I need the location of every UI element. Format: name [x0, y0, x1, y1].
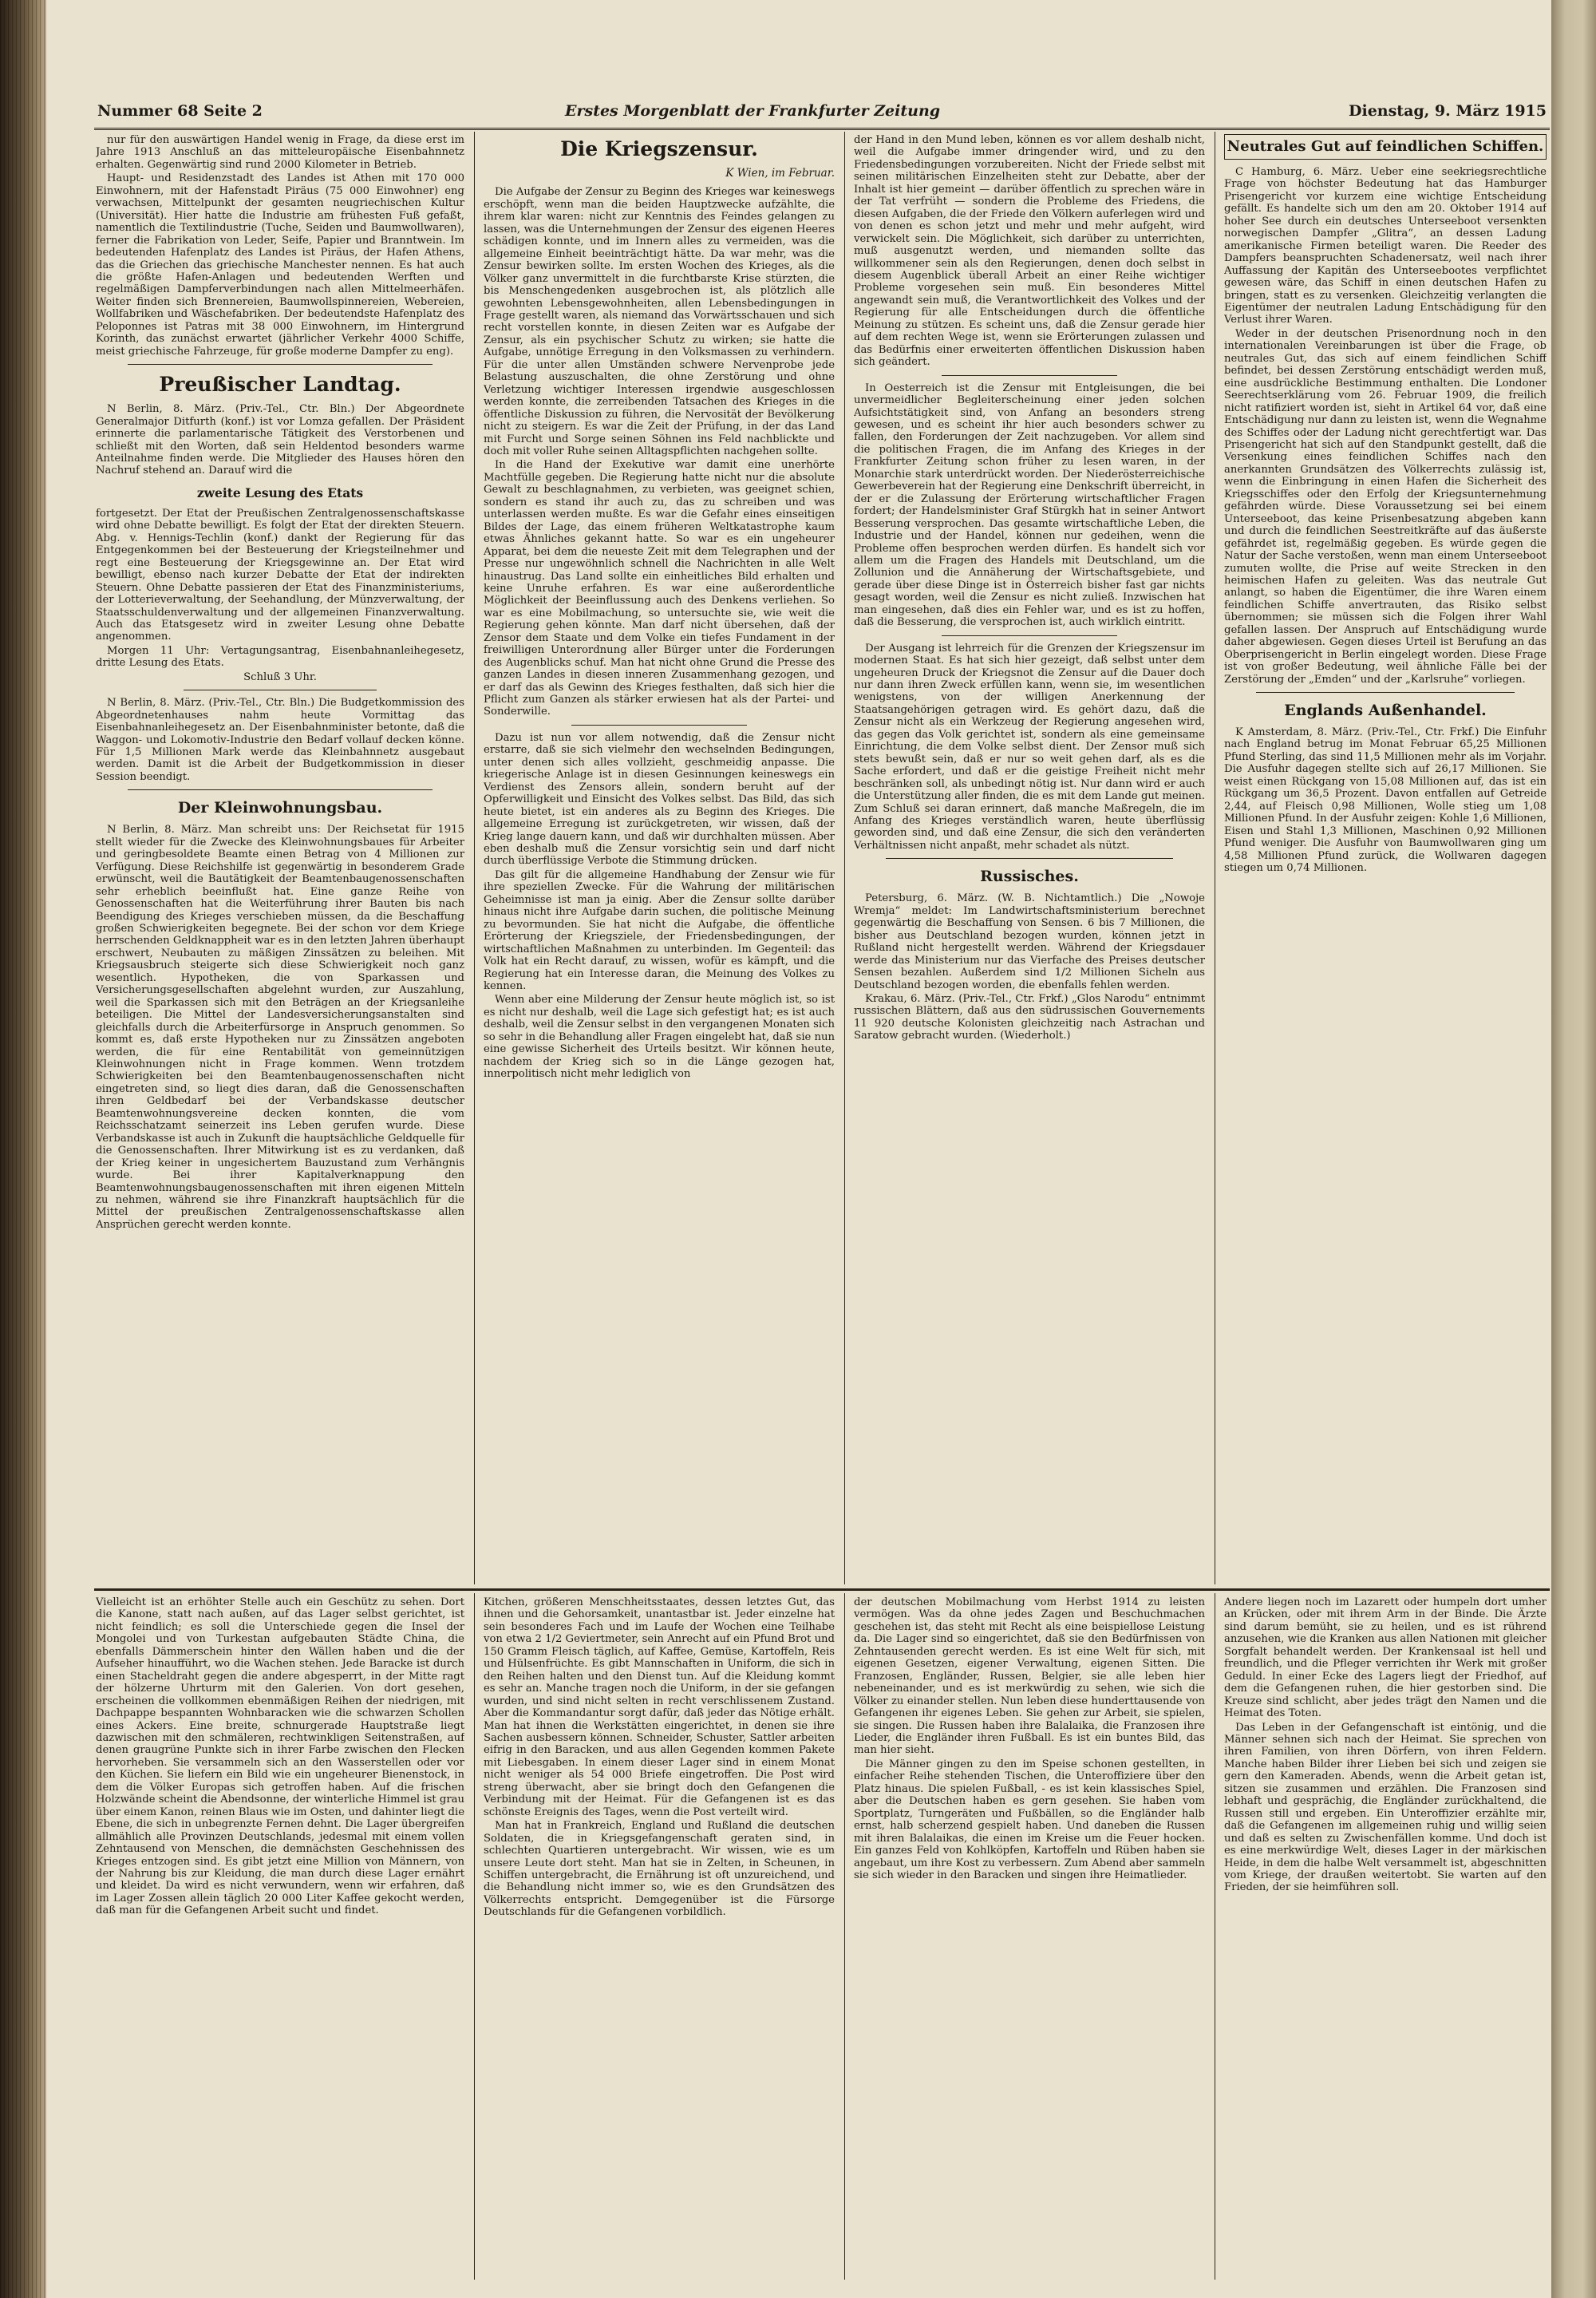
article-paragraph: Weder in der deutschen Prisenordnung noch in den internationalen Vereinbarungen ist über die Frage, ob neutrales Gut, das sich auf einem feindlichen Schiff befindet, bei dessen Zerstörung entschädigt werden muß, eine ausdrückliche Bestimmung enthalten. Die Londoner Seerechtserklärung vom 26. Februar 1909, die freilich nicht ratifiziert worden ist, sieht in Artikel 64 vor, daß eine Entschädigung nur dann zu leisten ist, wenn die Wegnahme des Schiffes oder der Ladung nicht gerechtfertigt war. Das Prisengericht hat sich auf den Standpunkt gestellt, daß die Versenkung eines feindlichen Schiffes nach den anerkannten Grundsätzen des Völkerrechts zulässig ist, wenn die Einbringung in einen Hafen die Sicherheit des Kriegsschiffes oder den Erfolg der Kriegsunternehmung gefährden würde. Diese Voraussetzung sei bei einem Unterseeboot, das keine Prisenbesatzung abgeben kann und durch die feindlichen Seestreitkräfte auf das äußerste gefährdet ist, regelmäßig gegeben. Es würde gegen die Natur der Sache verstoßen, wenn man einem Unterseeboot zumuten wollte, die Prise auf weite Strecken in den heimischen Hafen zu geleiten. Was das neutrale Gut anlangt, so haben die Eigentümer, die ihre Waren einem feindlichen Schiffe anvertrauten, das Risiko selbst übernommen; sie müssen sich die Folgen ihrer Wahl gefallen lassen. Der Anspruch auf Entschädigung wurde daher abgewiesen. Gegen dieses Urteil ist Berufung an das Oberprisengericht in Berlin eingelegt worden. Diese Frage ist von großer Bedeutung, weil ähnliche Fälle bei der Zerstörung der „Emden“ und der „Karlsruhe“ vorliegen. — [1224, 327, 1547, 686]
feuilleton-column-3 — [854, 1596, 1205, 2279]
feuilleton-column-1 — [96, 1596, 464, 2279]
article-paragraph: nur für den auswärtigen Handel wenig in Frage, da diese erst im Jahre 1913 Anschluß an das mitteleuropäische Eisenbahnnetz erhalten. Gegenwärtig sind rund 2000 Kilometer in Betrieb. — [96, 134, 464, 171]
column-3 — [854, 134, 1205, 1583]
feuilleton-paragraph: Kitchen, größeren Menschheitsstaates, dessen letztes Gut, das ihnen und die Gehorsamkeit, unantastbar ist. Jeder einzelne hat sein besonderes Fach und im Laufe der Wochen eine Teilhabe von etwa 2 1/2 Geviertmeter, sein Anrecht auf ein Pfund Brot und 150 Gramm Fleisch täglich, auf Kaffee, Gemüse, Kartoffeln, Reis und Hülsenfrüchte. Es gibt Mannschaften in Uniform, die sich in den Reihen halten und den Dienst tun. Auf die Kleidung kommt es sehr an. Manche tragen noch die Uniform, in der sie gefangen wurden, und sind nicht selten in recht verschlissenem Zustand. Aber die Kommandantur sorgt dafür, daß jeder das Nötige erhält. Man hat ihnen die Werkstätten eingerichtet, in denen sie ihre Sachen ausbessern können. Schneider, Schuster, Sattler arbeiten eifrig in den Baracken, und aus allen Gegenden kommen Pakete mit Liebesgaben. In einem dieser Lager sind in einem Monat nicht weniger als 54 000 Briefe eingetroffen. Die Post wird streng überwacht, aber sie bringt doch den Gefangenen die Verbindung mit der Heimat. Für die Gefangenen ist es das schönste Ereignis des Tages, wenn die Post verteilt wird. — [484, 1596, 835, 1818]
section-heading: Der Kleinwohnungsbau. — [177, 799, 383, 817]
feuilleton-paragraph: Andere liegen noch im Lazarett oder humpeln dort umher an Krücken, oder mit ihrem Arm in der Binde. Die Ärzte sind darum bemüht, sie zu heilen, und es ist rührend anzusehen, wie die Kranken aus allen Nationen mit gleicher Sorgfalt behandelt werden. Der Krankensaal ist hell und freundlich, und die Pfleger verrichten ihr Werk mit großer Geduld. In einer Ecke des Lagers liegt der Friedhof, auf dem die Gefangenen ruhen, die hier gestorben sind. Die Kreuze sind schlicht, aber jedes trägt den Namen und die Heimat des Toten. — [1224, 1596, 1547, 1720]
section-rule — [128, 789, 433, 790]
section-rule — [942, 635, 1117, 636]
column-2 — [484, 134, 835, 1583]
section-rule — [942, 375, 1117, 376]
column-rule — [844, 132, 845, 1584]
column-4 — [1224, 134, 1547, 1583]
feuilleton-paragraph: Die Männer gingen zu den im Speise schonen gestellten, in einfacher Reihe stehenden Tischen, die Unteroffiziere über den Platz hinaus. Die spielen Fußball, - es ist kein klassisches Spiel, aber die Deutschen haben es gern gesehen. Sie haben vom Sportplatz, Turngeräten und Fußbällen, so die Engländer halb ernst, halb scherzend gespielt haben. Und daneben die Russen mit ihren Balalaikas, die einen im Kreise um die Feuer hocken. Ein ganzes Feld von Kohlköpfen, Kartoffeln und Rüben haben sie angebaut, um ihre Kost zu verbessern. Zum Abend aber sammeln sie sich wieder in den Baracken und singen ihre Heimatlieder. — [854, 1758, 1205, 1881]
article-paragraph: Dazu ist nun vor allem notwendig, daß die Zensur nicht erstarre, daß sie sich vielmehr den wechselnden Bedingungen, unter denen sich alles vollzieht, geschmeidig anpasse. Die kriegerische Anlage ist in diesen Gesinnungen keineswegs ein Verdienst des Zensors allein, sondern beruht auf der Opferwilligkeit und Einsicht des Volkes selbst. Das Bild, das sich heute bietet, ist ein anderes als zu Beginn des Krieges. Die allgemeine Erregung ist zurückgetreten, wir wissen, daß der Krieg lange dauern kann, und daß wir durchhalten müssen. Aber eben deshalb muß die Zensur vorsichtig sein und darf nicht durch überflüssige Verbote die Stimmung drücken. — [484, 731, 835, 868]
column-1 — [96, 134, 464, 1583]
section-rule — [1256, 692, 1515, 693]
article-paragraph: Wenn aber eine Milderung der Zensur heute möglich ist, so ist es nicht nur deshalb, weil die Lage sich gefestigt hat; es ist auch deshalb, weil die Zensur selbst in den vergangenen Monaten sich so sehr in die Behandlung aller Fragen eingelebt hat, daß sie nun eine gewisse Sicherheit des Urteils besitzt. Wir können heute, nachdem der Krieg sich so in die Länge gezogen hat, innerpolitisch nicht mehr lediglich von — [484, 994, 835, 1081]
article-title: Die Kriegszensur. — [560, 137, 758, 160]
section-heading: Russisches. — [980, 868, 1079, 886]
book-binding — [0, 0, 46, 2298]
section-rule — [128, 364, 433, 365]
column-rule — [474, 132, 475, 1584]
article-paragraph: Die Aufgabe der Zensur zu Beginn des Krieges war keineswegs erschöpft, wenn man die beiden Hauptzwecke aufzählte, die ihrem klar waren: nicht zur Kenntnis des Feindes gelangen zu lassen, was die Unternehmungen der Zensur des eigenen Heeres schädigen konnte, und im Innern alles zu vermeiden, was die allgemeine Einheit beeinträchtigt hätte. Da war mehr, was die Zensur bewirken sollte. Im ersten Wochen des Krieges, als die Völker ganz unvermittelt in die furchtbarste Krise stürzten, die bis Menschengedenken ausgebrochen ist, als plötzlich alle gewohnten Lebensgewohnheiten, allen Lebensbedingungen in Frage gestellt waren, als niemand das Vorwärtsschauen und sich recht vorstellen konnte, in diesen Zeiten war es Aufgabe der Zensur, als ein psychischer Schutz zu wirken; sie hatte die Aufgabe, unnötige Erregung in den Volksmassen zu verhindern. Für die unter allen Umständen schwere Nervenprobe jede Belastung auszuschalten, die ohne Zerstörung und ohne Verletzung wichtiger Interessen irgendwie ausgeschlossen werden konnte, die zerreibenden Tatsachen des Krieges in die öffentliche Diskussion zu führen, die Nervosität der Bevölkerung nicht zu steigern. Es war die Zeit der Prüfung, in der das Land mit Furcht und Sorge seinen Söhnen ins Feld nachblickte und doch mit voller Ruhe seinen Alltagspflichten nachgehen sollte. — [484, 186, 835, 457]
article-paragraph: Haupt- und Residenzstadt des Landes ist Athen mit 170 000 Einwohnern, mit der Hafenstadt Piräus (75 000 Einwohner) eng verwachsen, Mittelpunkt der gesamten neugriechischen Kultur (Universität). Hier hatte die Industrie am frühesten Fuß gefaßt, namentlich die Textilindustrie (Tuche, Seiden und Baumwollwaren), ferner die Fabrikation von Leder, Seife, Papier und Branntwein. Im bedeutenden Hafenplatz des Landes ist Piräus, der Hafen Athens, das die Griechen das griechische Manchester nennen. Es hat auch die größte Hafen-Anlagen und bedeutenden Werften und regelmäßigen Dampferverbindungen nach allen Mittelmeerhäfen. Weiter finden sich Brennereien, Baumwollspinnereien, Webereien, Wollfabriken und Wäschefabriken. Der bedeutendste Hafenplatz des Peloponnes ist Patras mit 38 000 Einwohnern, im Hintergrund Korinth, das zunächst erwartet (jährlicher Verkehr 4000 Schiffe, meist griechische Fahrzeuge, für große moderne Dampfer zu eng). — [96, 172, 464, 358]
article-paragraph: In Oesterreich ist die Zensur mit Entgleisungen, die bei unvermeidlicher Begleiterscheinung einer jeden solchen Aufsichtstätigkeit sind, von Anfang an besonders streng gewesen, und es scheint ihr hier auch besonders schwer zu fallen, den Forderungen der Zeit nachzugeben. Vor allem sind die politischen Fragen, die im Anfang des Krieges in der Frankfurter Zeitung schon früher zu lesen waren, in der Monarchie stark unterdrückt worden. Der Niederösterreichische Gewerbeverein hat der Regierung eine Denkschrift überreicht, in der er die Zulassung der Erörterung wirtschaftlicher Fragen fordert; der Handelsminister Graf Stürgkh hat in seiner Antwort Besserung versprochen. Das gesamte wirtschaftliche Leben, die Industrie und der Handel, können nur gedeihen, wenn die Probleme offen besprochen werden dürfen. Es handelt sich vor allem um die Fragen des Handels mit Deutschland, um die Zollunion und die Annäherung der Wirtschaftsgebiete, und gerade über diese Dinge ist in Österreich bisher fast gar nichts gesagt worden, weil die Zensur es nicht zuließ. Inzwischen hat man eingesehen, daß dies ein Fehler war, und es ist zu hoffen, daß die Besserung, die versprochen ist, auch wirklich eintritt. — [854, 382, 1205, 629]
column-rule — [844, 1593, 845, 2280]
article-paragraph: der Hand in den Mund leben, können es vor allem deshalb nicht, weil die Aufgabe immer dringender wird, und zu den Friedensbedingungen vorzubereiten. Nicht der Friede selbst mit seinen militärischen Einzelheiten steht zur Debatte, aber der Inhalt ist hier gemeint — darüber öffentlich zu sprechen wäre in der Tat verfrüht — sondern die Probleme des Friedens, die diesen Aufgaben, die der Friede den Völkern auferlegen wird und von denen es schon jetzt und mehr und mehr aufgeht, wird verwickelt sein. Die Möglichkeit, sich darüber zu unterrichten, muß ausgenutzt werden, und niemanden sollte das willkommener sein als den Regierungen, denen doch selbst in diesem Augenblick überall Arbeit an einer Reihe wichtiger Probleme vorgesehen sein muß. Ein besonderes Mittel angewandt sein muß, die Verantwortlichkeit des Volkes und der Regierung für alle Entscheidungen durch die öffentliche Meinung zu stützen. Es scheint uns, daß die Zensur gerade hier auf dem rechten Wege ist, wenn sie Erörterungen zulassen und das Bedürfnis einer erweiterten öffentlichen Diskussion haben sich geändert. — [854, 134, 1205, 369]
article-paragraph: N Berlin, 8. März. (Priv.-Tel., Ctr. Bln.) Der Abgeordnete Generalmajor Ditfurth (konf.) ist vor Lomza gefallen. Der Präsident erinnerte die parlamentarische Tätigkeit des Verstorbenen und schließt mit den Worten, daß sein Heldentod besonders warme Anteilnahme finden werde. Die Mitglieder des Hauses hören den Nachruf stehend an. Darauf wird die — [96, 403, 464, 477]
article-paragraph: N Berlin, 8. März. (Priv.-Tel., Ctr. Bln.) Die Budgetkommission des Abgeordnetenhauses nahm heute Vormittag das Eisenbahnanleihegesetz an. Der Eisenbahnminister betonte, daß die Waggon- und Lokomotiv-Industrie den Bedarf vollauf decken könne. Für 1,5 Millionen Mark werde das Kleinbahnnetz ausgebaut werden. Damit ist die Arbeit der Budgetkommission in dieser Session beendigt. — [96, 697, 464, 783]
section-heading: Englands Außenhandel. — [1284, 702, 1487, 720]
article-paragraph: Petersburg, 6. März. (W. B. Nichtamtlich.) Die „Nowoje Wremja“ meldet: Im Landwirtschaftsministerium berechnet gegenwärtig die Beschaffung von Sensen. 6 bis 7 Millionen, die bisher aus Deutschland bezogen wurden, können jetzt in Rußland nicht hergestellt werden. Während der Kriegsdauer werde das Ministerium nur das Vierfache des Preises deutscher Sensen bezahlen. Außerdem sind 1/2 Millionen Sicheln aus Deutschland bezogen worden, die ebenfalls fehlen werden. — [854, 892, 1205, 991]
article-paragraph: In die Hand der Exekutive war damit eine unerhörte Machtfülle gegeben. Die Regierung hatte nicht nur die absolute Gewalt zu beschlagnahmen, zu verbieten, was geeignet schien, sondern es stand ihr auch zu, das zu schreiben und was unterlassen werden mußte. Es war die Gefahr eines einseitigen Bildes der Lage, das einem früheren Weltkatastrophe kaum etwas Ähnliches gekannt hatte. So war es ein ungeheurer Apparat, bei dem die neueste Zeit mit dem Telegraphen und der Presse nur ungewöhnlich schnell die Nachrichten in alle Welt hinaustrug. Das Land sollte ein einheitliches Bild erhalten und keine Unruhe erfahren. Es war eine außerordentliche Möglichkeit der Beeinflussung auch des Denkens verliehen. So war es eine Mobilmachung, so untersuchte sie, wie weit die Regierung gehen könnte. Man darf nicht übersehen, daß der Zensor dem Staate und dem Volke ein tiefes Fundament in der freiwilligen Unterordnung aller Bürger unter die Forderungen des Augenblicks schuf. Man hat nicht ohne Grund die Presse des ganzen Landes in diesen inneren Zusammenhang gezogen, und er darf das als Gewinn des Krieges festhalten, daß sich hier die Pflicht zum Ganzen als stärker erwiesen hat als der Partei- und Sonderwille. — [484, 459, 835, 718]
column-rule — [474, 1593, 475, 2280]
page-edge — [1551, 0, 1596, 2298]
sub-heading: zweite Lesung des Etats — [196, 485, 364, 500]
article-paragraph: Das gilt für die allgemeine Handhabung der Zensur wie für ihre speziellen Zwecke. Für die Wahrung der militärischen Geheimnisse ist man ja einig. Aber die Zensur sollte darüber hinaus nicht ihre Aufgabe darin suchen, die politische Meinung zu bevormunden. Sie hat nicht die Aufgabe, die öffentliche Erörterung der Kriegsziele, der Friedensbedingungen, der wirtschaftlichen Maßnahmen zu unterbinden. Im Gegenteil: das Volk hat ein Recht darauf, zu wissen, wofür es kämpft, und die Regierung hat ein Interesse daran, die Meinung des Volkes zu kennen. — [484, 868, 835, 992]
feuilleton-paragraph: Das Leben in der Gefangenschaft ist eintönig, und die Männer sehnen sich nach der Heimat. Sie sprechen von ihren Familien, von ihren Dörfern, von ihren Feldern. Manche haben Bilder ihrer Lieben bei sich und zeigen sie gern den Kameraden. Abends, wenn die Arbeit getan ist, sitzen sie zusammen und erzählen. Die Franzosen sind lebhaft und gesprächig, die Engländer zurückhaltend, die Russen still und ergeben. Ein Unteroffizier erzählte mir, daß die Gefangenen im allgemeinen ruhig und willig seien und daß es selten zu Zwischenfällen komme. Und doch ist es eine merkwürdige Welt, dieses Lager in der märkischen Heide, in dem die halbe Welt versammelt ist, abgeschnitten vom Kriege, der draußen weitertobt. Sie warten auf den Frieden, der sie heimführen soll. — [1224, 1721, 1547, 1894]
newspaper-name: Erstes Morgenblatt der Frankfurter Zeitung — [565, 102, 941, 120]
article-paragraph: C Hamburg, 6. März. Ueber eine seekriegsrechtliche Frage von höchster Bedeutung hat das Hamburger Prisengericht vor kurzem eine wichtige Entscheidung gefällt. Es handelte sich um den am 20. Oktober 1914 auf hoher See durch ein deutsches Unterseeboot versenkten norwegischen Dampfer „Glitra“, an dessen Ladung amerikanische Firmen beteiligt waren. Die Reeder des Dampfers beanspruchten Schadenersatz, weil nach ihrer Auffassung der Kapitän des Unterseebootes verpflichtet gewesen wäre, das Schiff in einen deutschen Hafen zu bringen, statt es zu versenken. Gleichzeitig verlangten die Eigentümer der neutralen Ladung Entschädigung für den Verlust ihrer Waren. — [1224, 166, 1547, 326]
article-title: Neutrales Gut auf feindlichen Schiffen. — [1227, 138, 1544, 155]
feuilleton-paragraph: der deutschen Mobilmachung vom Herbst 1914 zu leisten vermögen. Was da ohne jedes Zagen und Beschuchmachen geschehen ist, das steht mit Recht als eine beispiellose Leistung da. Die Lager sind so eingerichtet, daß sie den Bedürfnissen von Zehntausenden gerecht werden. Es ist eine Welt für sich, mit eigenen Gesetzen, eigener Verwaltung, eigenen Sitten. Die Franzosen, Engländer, Russen, Belgier, sie alle leben hier nebeneinander, und es ist merkwürdig zu sehen, wie sich die Völker zu einander stellen. Nun leben diese hunderttausende von Gefangenen ihr eigenes Leben. Sie gehen zur Arbeit, sie spielen, sie singen. Die Russen haben ihre Balalaika, die Franzosen ihre Lieder, die Engländer ihren Fußball. Es ist ein buntes Bild, das man hier sieht. — [854, 1596, 1205, 1757]
article-paragraph: Morgen 11 Uhr: Vertagungsantrag, Eisenbahnanleihegesetz, dritte Lesung des Etats. — [96, 644, 464, 670]
feuilleton-rule — [94, 1588, 1550, 1591]
section-heading: Preußischer Landtag. — [159, 373, 401, 397]
dateline: K Wien, im Februar. — [725, 167, 835, 180]
article-title-box — [1224, 134, 1547, 160]
article-paragraph: Krakau, 6. März. (Priv.-Tel., Ctr. Frkf.) „Glos Narodu“ entnimmt russischen Blättern, daß aus den südrussischen Gouvernements 11 920 deutsche Kolonisten gleichzeitig nach Astrachan und Saratow gebracht wurden. (Wiederholt.) — [854, 993, 1205, 1042]
article-paragraph: K Amsterdam, 8. März. (Priv.-Tel., Ctr. Frkf.) Die Einfuhr nach England betrug im Monat Februar 65,25 Millionen Pfund Sterling, das sind 11,5 Millionen mehr als im Vorjahr. Die Ausfuhr dagegen stellte sich auf 26,17 Millionen. Sie weist einen Rückgang von 15,08 Millionen auf, das ist ein Rückgang um 36,5 Prozent. Davon entfallen auf Getreide 2,44, auf Fleisch 0,98 Millionen, Wolle stieg um 1,08 Millionen Pfund. In der Ausfuhr zeigen: Kohle 1,6 Millionen, Eisen und Stahl 1,3 Millionen, Maschinen 0,92 Millionen Pfund weniger. Die Ausfuhr von Baumwollwaren ging um 4,58 Millionen Pfund zurück, die Wollwaren dagegen stiegen um 0,74 Millionen. — [1224, 726, 1547, 875]
issue-date: Dienstag, 9. März 1915 — [1349, 102, 1547, 120]
article-paragraph: Der Ausgang ist lehrreich für die Grenzen der Kriegszensur im modernen Staat. Es hat sich hier gezeigt, daß selbst unter dem ungeheuren Druck der Kriegsnot die Zensur auf die Dauer doch nur dann ihren Zweck erfüllen kann, wenn sie, im wesentlichen wenigstens, von der willigen Anerkennung der Staatsangehörigen getragen wird. Es gehört dazu, daß die Zensur nicht als ein Werkzeug der Regierung angesehen wird, das gegen das Volk gerichtet ist, sondern als eine gemeinsame Einrichtung, die dem Volke selbst dient. Der Zensor muß sich stets bewußt sein, daß er nur so weit gehen darf, als es die Sache erfordert, und daß er die geistige Freiheit nicht mehr beschränken soll, als unbedingt nötig ist. Nur dann wird er auch die Unterstützung aller finden, die es mit dem Lande gut meinen. Zum Schluß sei daran erinnert, daß manche Maßregeln, die im Anfang des Krieges verständlich waren, heute überflüssig geworden sind, und daß eine Zensur, die sich den veränderten Verhältnissen nicht anpaßt, mehr schadet als nützt. — [854, 642, 1205, 852]
feuilleton-column-2 — [484, 1596, 835, 2279]
section-rule — [886, 858, 1173, 859]
article-paragraph: N Berlin, 8. März. Man schreibt uns: Der Reichsetat für 1915 stellt wieder für die Zwecke des Kleinwohnungsbaues für Arbeiter und geringbesoldete Beamte einen Betrag von 4 Millionen zur Verfügung. Diese Reichshilfe ist gegenwärtig in besonderem Grade erwünscht, weil die Bautätigkeit der Beamtenbaugenossenschaften sehr erheblich beeinflußt hat. Eine ganze Reihe von Genossenschaften hat die Weiterführung ihrer Bauten bis nach Beendigung des Krieges verschieben müssen, da die Beschaffung großen Schwierigkeiten begegnete. Bei der schon vor dem Kriege herrschenden Geldknappheit war es in den letzten Jahren überhaupt erschwert, Neubauten zu mäßigen Zinssätzen zu beleihen. Mit Kriegsausbruch steigerte sich diese Schwierigkeit noch ganz wesentlich. Hypotheken, die von Sparkassen und Versicherungsgesellschaften abgelehnt wurden, zur Auszahlung, weil die Sparkassen sich mit den Beträgen an der Kriegsanleihe beteiligen. Die Mittel der Landesversicherungsanstalten sind gleichfalls durch die Arbeiterfürsorge in Anspruch genommen. So kommt es, daß erste Hypotheken nur zu Zinssätzen angeboten werden, die für eine Rentabilität von gemeinnützigen Kleinwohnungen nicht in Frage kommen. Wenn trotzdem Schwierigkeiten bei den Beamtenbaugenossenschaften nicht eingetreten sind, so liegt dies daran, daß die Genossenschaften ihren Geldbedarf bei der Verbandskasse deutscher Beamtenwohnungsvereine decken konnten, die vom Reichsschatzamt seinerzeit ins Leben gerufen wurde. Diese Verbandskasse ist auch in Zukunft die hauptsächliche Geldquelle für die Genossenschaften. Ihrer Mitwirkung ist es zu verdanken, daß der Krieg keiner in ungesichertem Bauzustand zum Verhängnis wurde. Bei ihrer Kapitalverknappung den Beamtenwohnungsbaugenossenschaften mit ihren eigenen Mitteln zu nehmen, während sie ihre Finanzkraft hauptsächlich für die Mittel der preußischen Zentralgenossenschaftskasse allen Ansprüchen gerecht werden konnte. — [96, 824, 464, 1231]
masthead — [94, 101, 1550, 130]
newspaper-page — [46, 0, 1551, 2298]
feuilleton-column-4 — [1224, 1596, 1547, 2279]
section-rule — [571, 725, 747, 726]
page-number: Nummer 68 Seite 2 — [97, 102, 263, 120]
feuilleton-paragraph: Man hat in Frankreich, England und Rußland die deutschen Soldaten, die in Kriegsgefangenschaft geraten sind, in schlechten Quartieren untergebracht. Wir wissen, wie es um unsere Leute dort steht. Man hat sie in Zelten, in Scheunen, in Schiffen untergebracht, die Ernährung ist oft unzureichend, und die Behandlung nicht immer so, wie es den Grundsätzen des Völkerrechts entspricht. Demgegenüber ist die Fürsorge Deutschlands für die Gefangenen vorbildlich. — [484, 1820, 835, 1919]
feuilleton-paragraph: Vielleicht ist an erhöhter Stelle auch ein Geschütz zu sehen. Dort die Kanone, statt nach außen, auf das Lager selbst gerichtet, ist nicht feindlich; es soll die Unterschiede gegen die Insel der Mongolei und von Turkestan aufgebauten Städte China, die ebenfalls Dämmerschein hinter den Wällen haben und die der Aufseher hinaufführt, wo die Wachen stehen. Jede Baracke ist durch einen Stacheldraht gegen die andere abgesperrt, in der Mitte ragt der hölzerne Uhrturm mit den Galerien. Von dort gesehen, erscheinen die vollkommen ebenmäßigen Reihen der niedrigen, mit Dachpappe bespannten Wohnbaracken wie die schwarzen Schollen eines Ackers. Eine breite, schnurgerade Hauptstraße liegt dazwischen mit den schmäleren, rechtwinkligen Seitenstraßen, auf denen graugrüne Punkte sich in ihrer Farbe zwischen den Flecken hervorheben. Sie versammeln sich an den Wasserstellen oder vor den Küchen. Sie liefern ein Bild wie ein ungeheurer Bienenstock, in dem die Völker Europas sich getroffen haben. Auf die frischen Holzwände scheint die Abendsonne, der winterliche Himmel ist grau über einem Kanon, reinen Blaus wie im Osten, und dahinter liegt die Ebene, die sich in unbegrenzte Fernen dehnt. Die Lager übergreifen allmählich alle Provinzen Deutschlands, jedesmal mit einem vollen Zehntausend von Menschen, die demnächsten Geschehnissen des Krieges entzogen sind. Es gibt jetzt eine Million von Männern, von der Nahrung bis zur Kleidung, die man durch diese Lager ernährt und kleidet. Da wird es nicht verwundern, wenn wir erfahren, daß im Lager Zossen allein täglich 20 000 Liter Kaffee gekocht werden, daß man für die Gefangenen Arbeit sucht und findet. — [96, 1596, 464, 1917]
article-paragraph: fortgesetzt. Der Etat der Preußischen Zentralgenossenschaftskasse wird ohne Debatte bewilligt. Es folgt der Etat der direkten Steuern. Abg. v. Hennigs-Techlin (konf.) dankt der Regierung für das Entgegenkommen bei der Besteuerung der Kriegsteilnehmer und regt eine Besteuerung der Kriegsgewinne an. Der Etat wird bewilligt, ebenso nach kurzer Debatte der Etat der indirekten Steuern. Ohne Debatte passieren der Etat des Finanzministeriums, der Lotterieverwaltung, der Seehandlung, der Münzverwaltung, der Staatsschuldenverwaltung und der allgemeinen Finanzverwaltung. Auch das Etatsgesetz wird in zweiter Lesung ohne Debatte angenommen. — [96, 507, 464, 643]
article-paragraph: Schluß 3 Uhr. — [243, 670, 317, 683]
